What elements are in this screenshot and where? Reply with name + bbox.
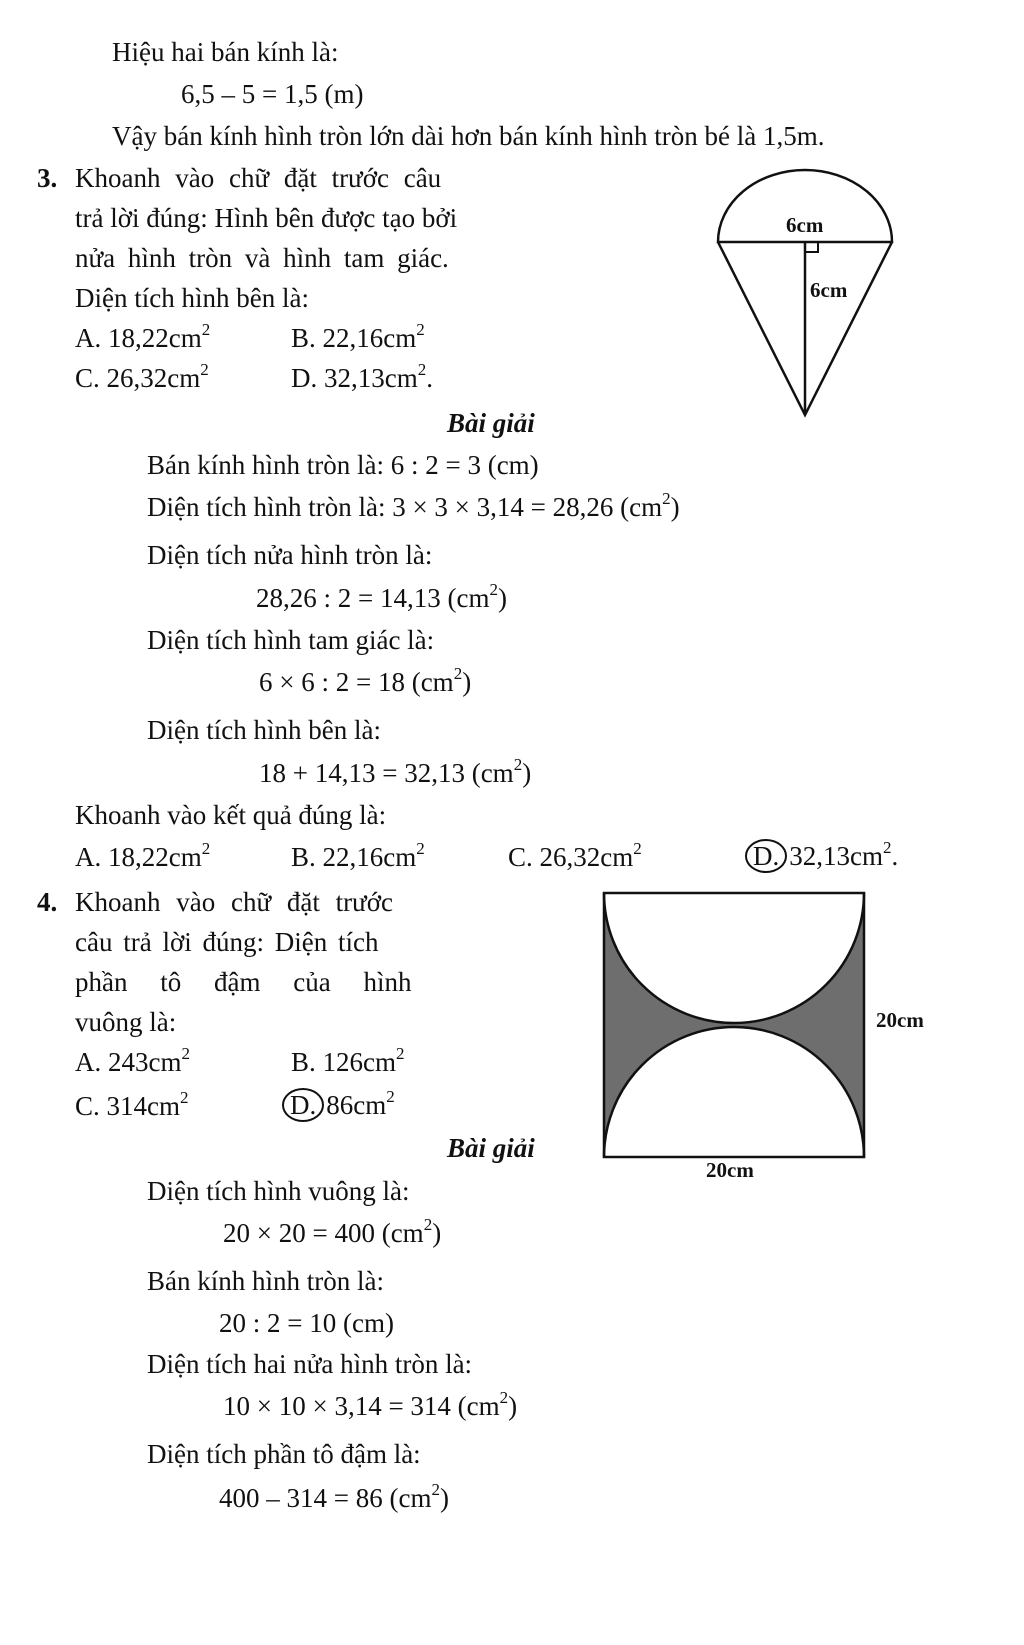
q4-stem-line-1: Khoanh vào chữ đặt trước [75,887,393,917]
q3-answer-circle: D. [745,839,787,873]
q4-sol-line-8: 400 – 314 = 86 $(cm^2)$ [219,1480,449,1513]
q3-sol-line-3: Diện tích nửa hình tròn là: [147,540,433,570]
q3-sol-line-8: 18 + 14,13 = 32,13 $(cm^2)$ [259,755,532,788]
q3-height-label: 6cm [810,278,848,302]
q3-sol-line-2: Diện tích hình tròn là: 3 × 3 × 3,14 = 28,26 $(cm^2)$ [147,489,680,522]
q4-sol-line-2: 20 × 20 = 400 $(cm^2)$ [223,1215,442,1248]
q4-option-b[interactable]: B. $126cm^2$ [291,1044,405,1077]
q3-solution-heading: Bài giải [447,408,535,438]
q4-number: 4. [37,887,58,917]
q3-option-b[interactable]: B. $22,16cm^2$ [291,320,425,353]
intro-line-3: Vậy bán kính hình tròn lớn dài hơn bán kính hình tròn bé là 1,5m. [112,121,825,151]
q4-sol-line-4: 20 : 2 = 10 (cm) [219,1308,394,1338]
q3-stem-line-2: trả lời đúng: Hình bên được tạo bởi [75,203,458,233]
q3-diameter-label: 6cm [786,213,824,237]
q3-option-d[interactable]: D. $32,13cm^2$. [291,360,433,393]
q4-sol-line-1: Diện tích hình vuông là: [147,1176,410,1206]
q3-option-a[interactable]: A. $18,22cm^2$ [75,320,211,353]
q3-answer-intro: Khoanh vào kết quả đúng là: [75,800,387,830]
q4-sol-line-5: Diện tích hai nửa hình tròn là: [147,1349,473,1379]
q3-stem-line-1: Khoanh vào chữ đặt trước câu [75,163,442,193]
q4-sol-line-3: Bán kính hình tròn là: [147,1266,384,1296]
q4-sol-line-6: 10 × 10 × 3,14 = 314 $(cm^2)$ [223,1388,518,1421]
q4-option-d-circled[interactable]: D. $86cm^2$ [282,1088,395,1122]
q4-bottom-label: 20cm [706,1158,754,1182]
q3-stem-line-3: nửa hình tròn và hình tam giác. [75,243,449,273]
q4-stem-line-4: vuông là: [75,1007,177,1037]
q3-answer-a: A. $18,22cm^2$ [75,839,211,872]
q3-answer-d-circled[interactable]: D. $32,13cm^2$. [745,839,898,873]
q3-sol-line-6: 6 × 6 : 2 = 18 $(cm^2)$ [259,664,472,697]
q3-option-c[interactable]: C. $26,32cm^2$ [75,360,209,393]
q4-solution-heading: Bài giải [447,1133,535,1163]
q4-sol-line-7: Diện tích phần tô đậm là: [147,1439,421,1469]
q3-number: 3. [37,163,58,193]
q4-stem-line-3: phần tô đậm của hình [75,967,412,997]
q3-sol-line-7: Diện tích hình bên là: [147,715,381,745]
q4-side-label: 20cm [876,1008,924,1032]
q4-shaded-region [604,893,864,1157]
q3-answer-c: C. $26,32cm^2$ [508,839,642,872]
q4-stem-line-2: câu trả lời đúng: Diện tích [75,927,379,957]
intro-line-2: 6,5 – 5 = 1,5 (m) [181,79,364,109]
intro-line-1: Hiệu hai bán kính là: [112,37,339,67]
q4-answer-circle: D. [282,1088,324,1122]
q3-sol-line-1: Bán kính hình tròn là: 6 : 2 = 3 (cm) [147,450,539,480]
q3-answer-b: B. $22,16cm^2$ [291,839,425,872]
q3-stem-line-4: Diện tích hình bên là: [75,283,309,313]
q4-option-a[interactable]: A. $243cm^2$ [75,1044,190,1077]
q3-sol-line-4: 28,26 : 2 = 14,13 $(cm^2)$ [256,580,507,613]
q4-option-c[interactable]: C. $314cm^2$ [75,1088,189,1121]
q3-sol-line-5: Diện tích hình tam giác là: [147,625,435,655]
